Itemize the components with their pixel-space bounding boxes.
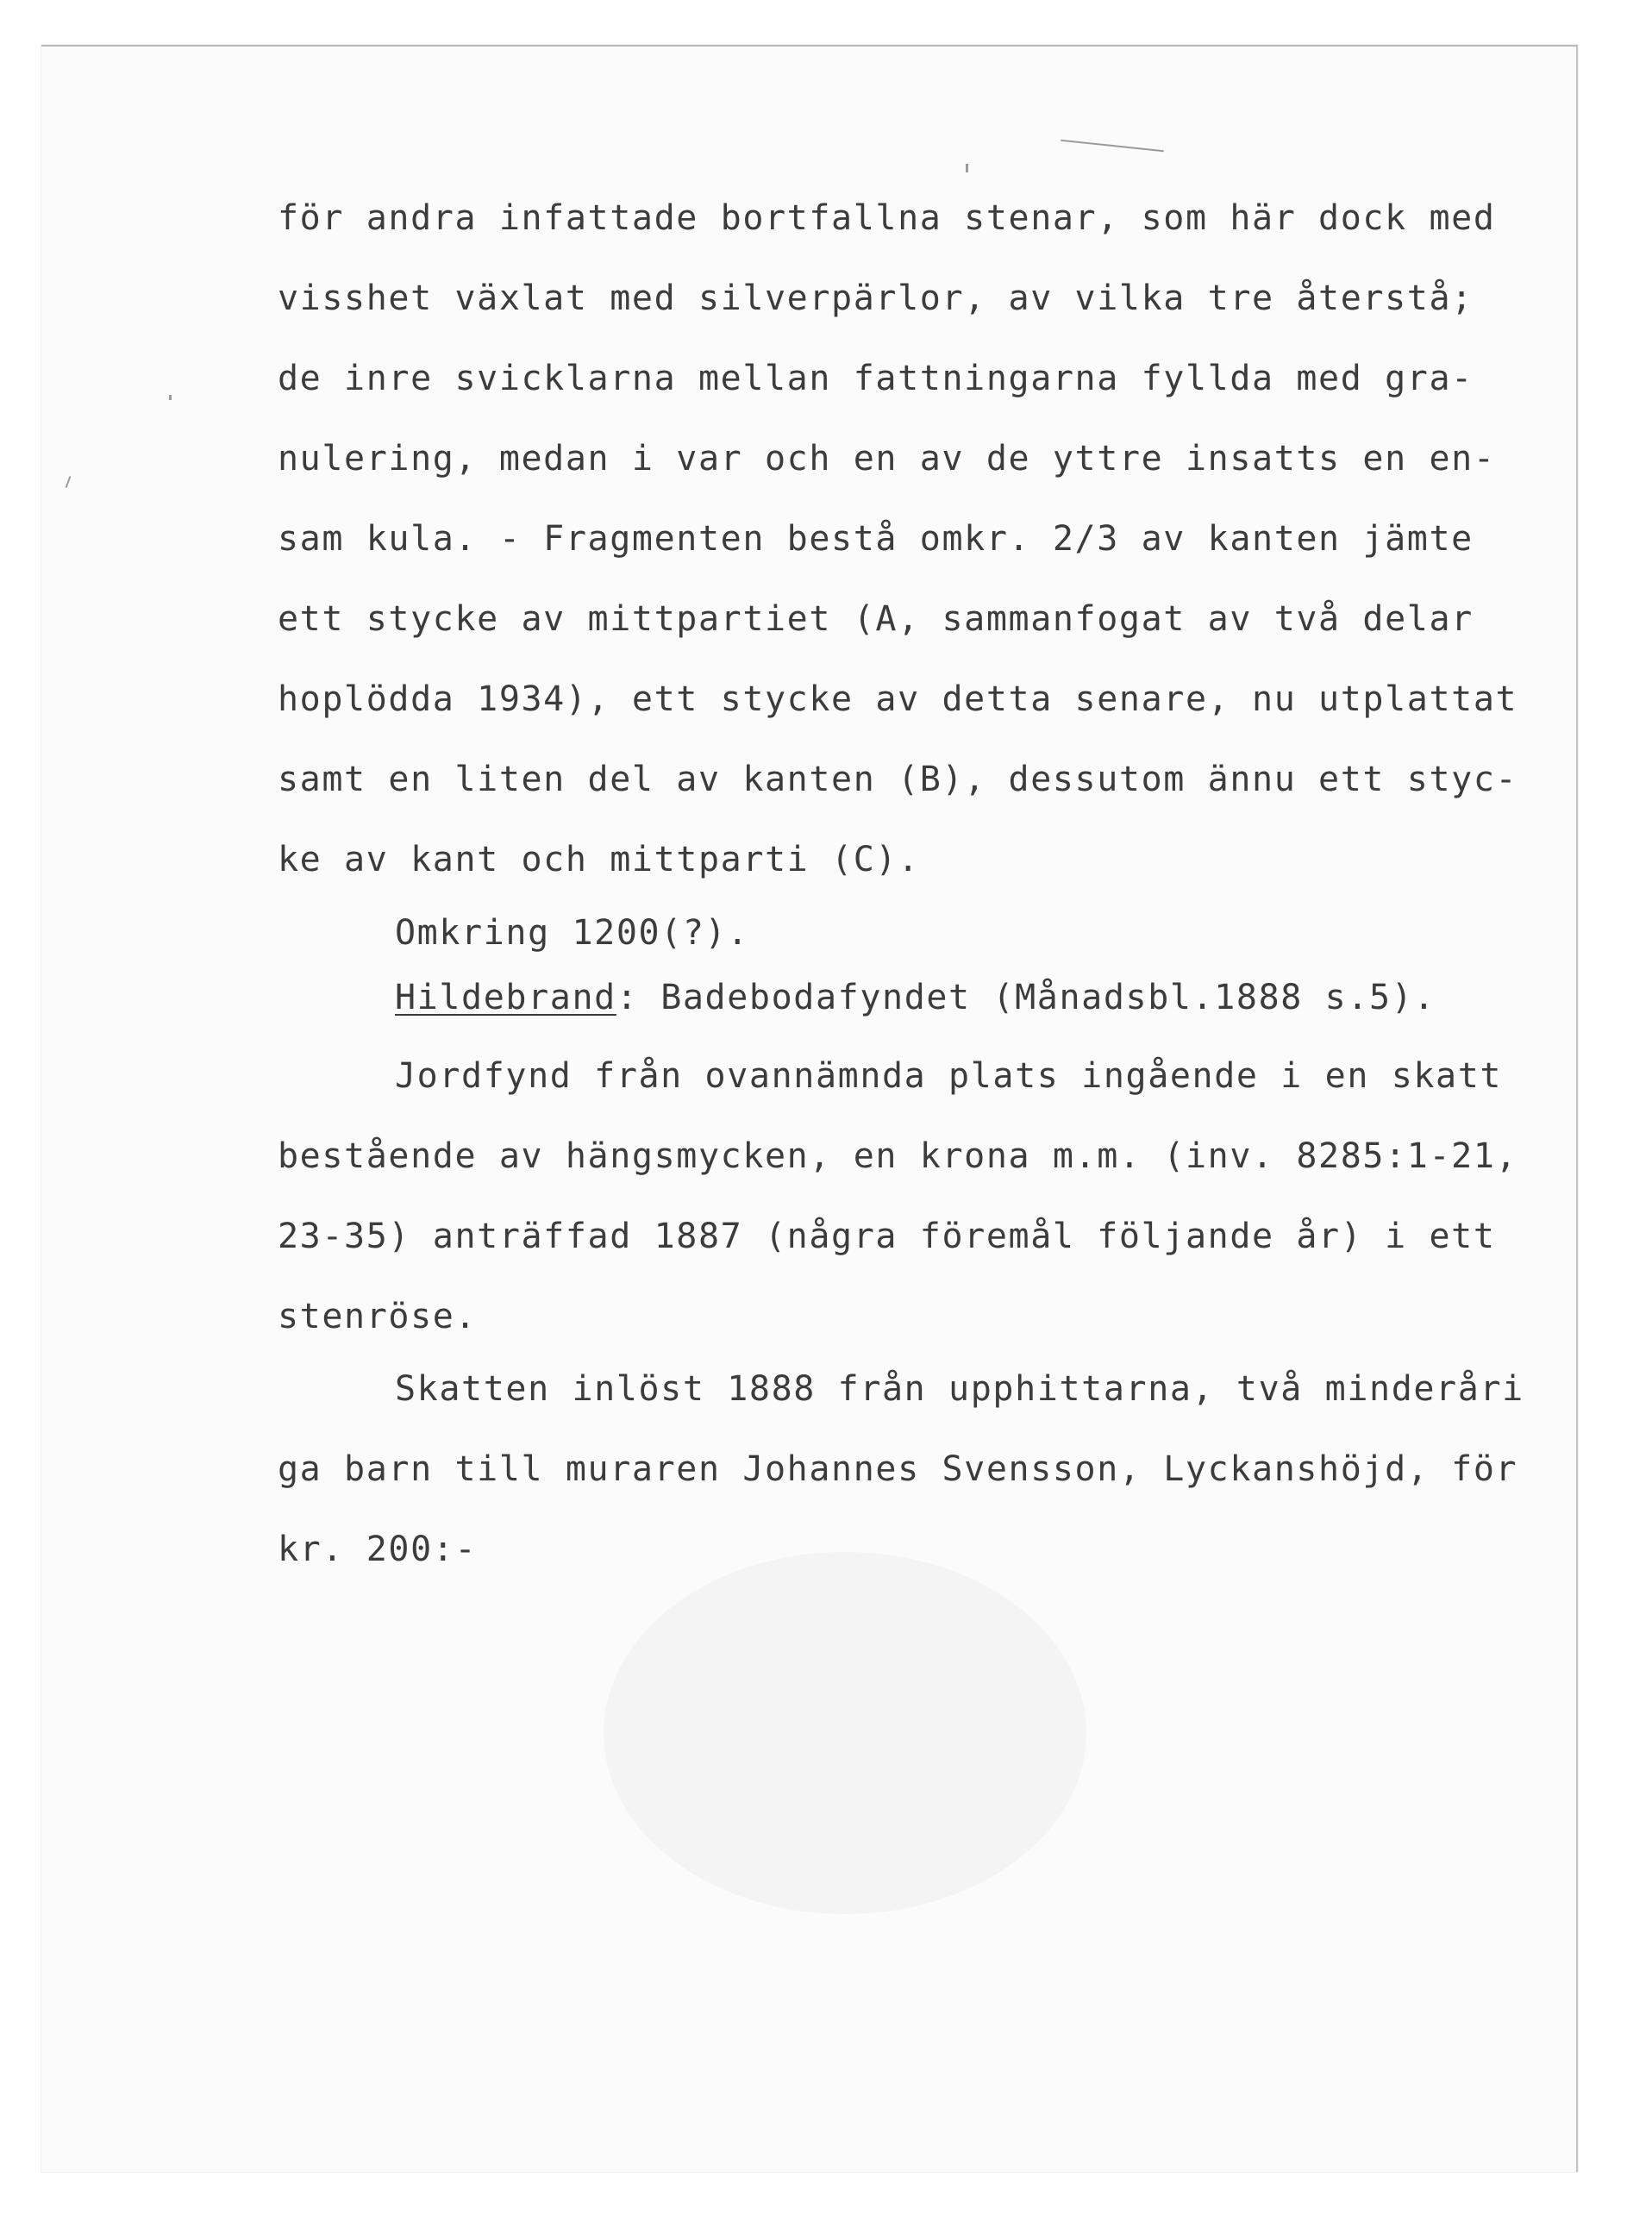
reference-author: Hildebrand [395, 978, 616, 1017]
text-line: ga barn till muraren Johannes Svensson, Lyckanshöjd, för [278, 1449, 1518, 1489]
dating-line: Omkring 1200(?). [395, 913, 749, 953]
text-line: Jordfynd från ovannämnda plats ingående i en skatt [395, 1056, 1503, 1096]
reference-line [395, 977, 1436, 1018]
text-line: 23-35) anträffad 1887 (några föremål följande år) i ett [278, 1217, 1496, 1256]
text-line: stenröse. [278, 1297, 478, 1336]
text-line: sam kula. - Fragmenten bestå omkr. 2/3 av kanten jämte [278, 519, 1474, 559]
text-line: de inre svicklarna mellan fattningarna fyllda med gra- [278, 359, 1474, 398]
reference-rest: : Badebodafyndet (Månadsbl.1888 s.5). [616, 978, 1436, 1017]
text-line: samt en liten del av kanten (B), dessutom ännu ett styc- [278, 760, 1518, 799]
text-line: hoplödda 1934), ett stycke av detta senare, nu utplattat [278, 679, 1518, 719]
text-line: kr. 200:- [278, 1530, 478, 1569]
text-line: ke av kant och mittparti (C). [278, 840, 920, 879]
text-line: bestående av hängsmycken, en krona m.m. (inv. 8285:1-21, [278, 1136, 1518, 1176]
text-line: ett stycke av mittpartiet (A, sammanfogat av två delar [278, 599, 1474, 639]
text-line: Skatten inlöst 1888 från upphittarna, två minderåri [395, 1369, 1524, 1409]
text-line: visshet växlat med silverpärlor, av vilka tre återstå; [278, 278, 1474, 318]
text-line: nulering, medan i var och en av de yttre insatts en en- [278, 439, 1496, 479]
text-line: för andra infattade bortfallna stenar, som här dock med [278, 198, 1496, 238]
